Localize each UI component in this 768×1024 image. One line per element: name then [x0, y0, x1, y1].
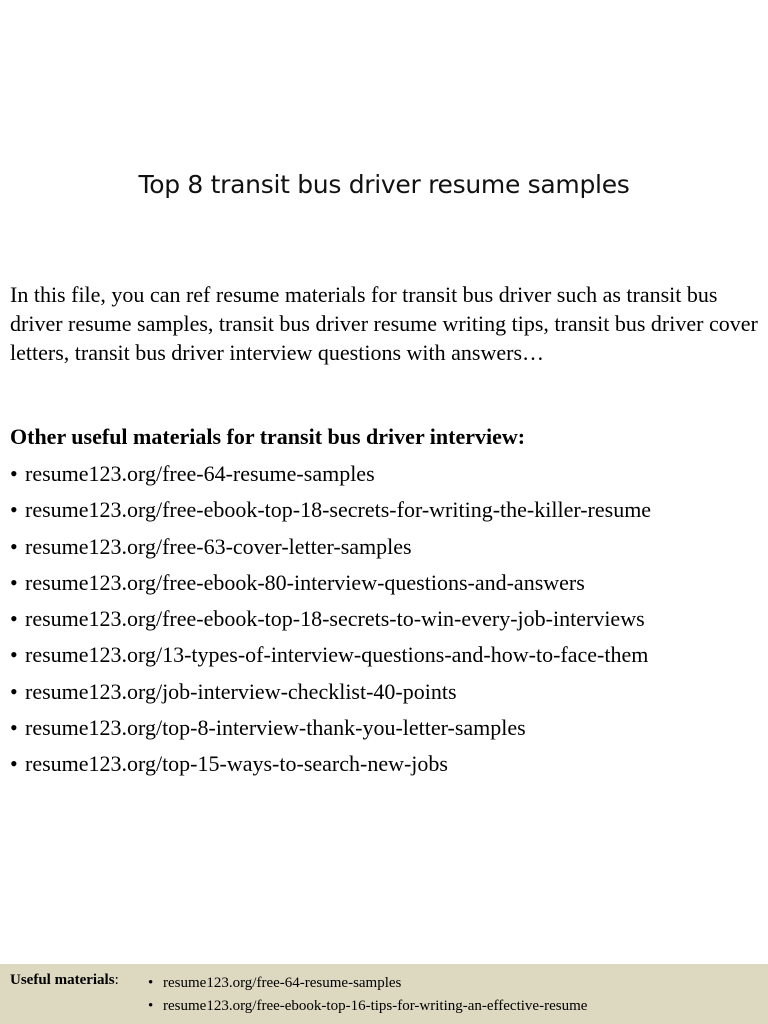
list-item[interactable]	[10, 459, 768, 495]
materials-link-list	[10, 459, 768, 786]
intro-paragraph: In this file, you can ref resume materials for transit bus driver such as transit bus driver resume samples, transit bus driver resume writing tips, transit bus driver cover letters, transit bus driver interview questions with answers…	[10, 282, 758, 365]
link-text[interactable]: resume123.org/13-types-of-interview-questions-and-how-to-face-them	[25, 642, 649, 668]
list-item[interactable]	[10, 640, 768, 676]
footer-link-text[interactable]: resume123.org/free-64-resume-samples	[163, 975, 402, 991]
bullet-icon: •	[10, 497, 18, 523]
bullet-icon: •	[10, 461, 18, 486]
link-text[interactable]: resume123.org/top-15-ways-to-search-new-jobs	[25, 751, 448, 777]
bullet-icon: •	[148, 998, 154, 1014]
bullet-icon: •	[10, 642, 18, 668]
other-materials-heading: Other useful materials for transit bus driver interview:	[10, 424, 526, 449]
list-item[interactable]	[10, 713, 768, 749]
link-text[interactable]: resume123.org/free-ebook-top-18-secrets-for-writing-the-killer-resume	[25, 497, 652, 523]
list-item[interactable]	[10, 604, 768, 640]
link-text[interactable]: resume123.org/job-interview-checklist-40-points	[25, 678, 457, 704]
list-item[interactable]	[10, 568, 768, 604]
footer-list-item[interactable]	[148, 972, 587, 995]
footer-list-item[interactable]	[148, 995, 587, 1018]
footer-link-text[interactable]: resume123.org/free-ebook-top-16-tips-for-writing-an-effective-resume	[163, 998, 588, 1014]
bullet-icon: •	[10, 678, 18, 704]
link-text[interactable]: resume123.org/free-63-cover-letter-samples	[25, 533, 412, 559]
footer-label	[10, 972, 119, 989]
bullet-icon: •	[10, 751, 18, 777]
link-text[interactable]: resume123.org/free-ebook-top-18-secrets-to-win-every-job-interviews	[25, 606, 645, 632]
bullet-icon: •	[10, 715, 18, 741]
list-item[interactable]	[10, 532, 768, 568]
link-text[interactable]: resume123.org/free-ebook-80-interview-questions-and-answers	[25, 569, 585, 595]
bullet-icon: •	[148, 975, 154, 991]
link-text[interactable]: resume123.org/free-64-resume-samples	[25, 461, 375, 486]
footer-link-list	[148, 972, 587, 1018]
page-title: Top 8 transit bus driver resume samples	[138, 170, 630, 199]
bullet-icon: •	[10, 569, 18, 595]
footer-label-text: Useful materials	[10, 972, 115, 988]
list-item[interactable]	[10, 677, 768, 713]
link-text[interactable]: resume123.org/top-8-interview-thank-you-letter-samples	[25, 715, 526, 741]
bullet-icon: •	[10, 606, 18, 632]
list-item[interactable]	[10, 749, 768, 785]
bullet-icon: •	[10, 533, 18, 559]
list-item[interactable]	[10, 495, 768, 531]
footer-colon: :	[114, 972, 119, 988]
footer-bar	[0, 964, 768, 1024]
